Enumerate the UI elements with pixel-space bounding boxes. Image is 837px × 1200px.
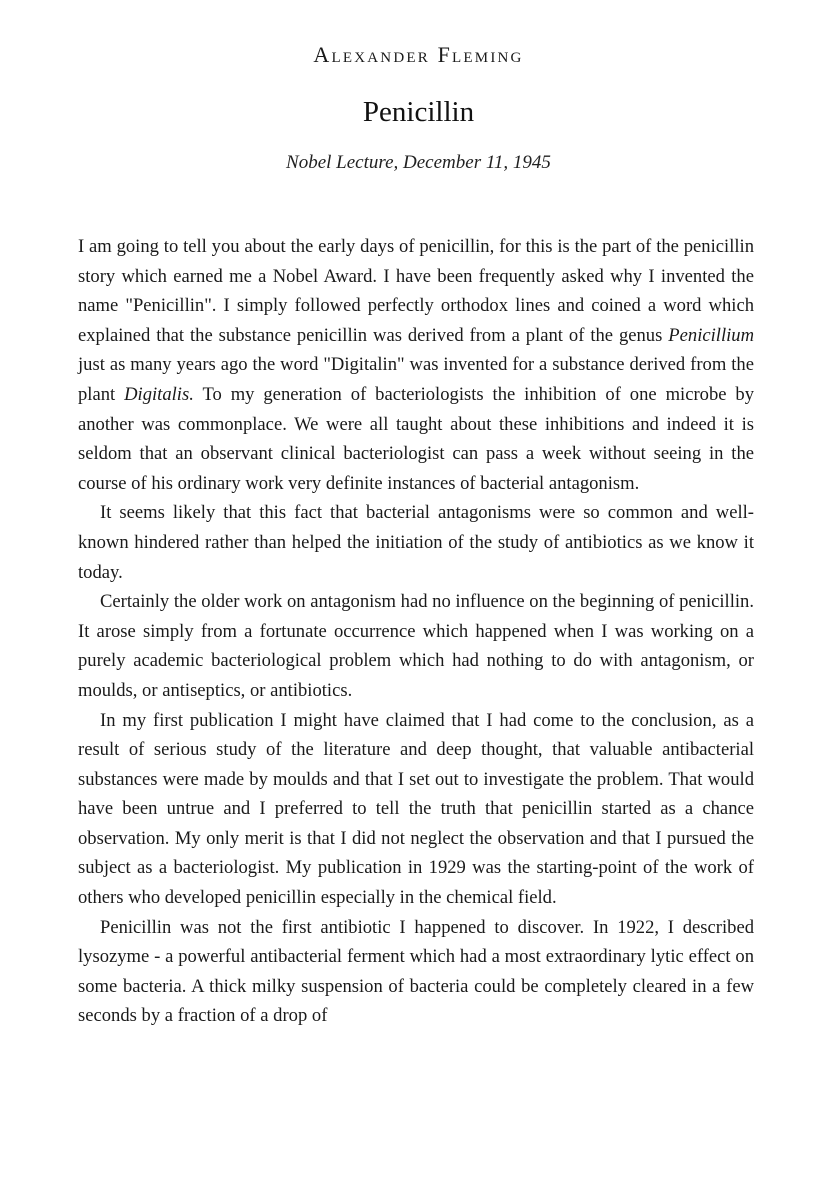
paragraph-1-part-2: just as many years ago the word "Digitalin" was invented for a substance derived from the plant: [78, 354, 754, 405]
paragraph-1-part-1: I am going to tell you about the early days of penicillin, for this is the part of the penicillin story which earned me a Nobel Award. I have been frequently asked why I invented the name "Penicillin". I simply followed perfectly orthodox lines and coined a word which explained that the substance penicillin was derived from a plant of the genus: [78, 236, 754, 346]
genus-penicillium: Penicillium: [668, 324, 754, 346]
paragraph-1: [78, 232, 754, 498]
paragraph-3: Certainly the older work on antagonism had no influence on the beginning of penicillin. It arose simply from a fortunate occurrence which happened when I was working on a purely academic bacteriological problem which had nothing to do with antagonism, or moulds, or antiseptics, or antibiotics.: [78, 591, 754, 701]
plant-digitalis: Digitalis.: [124, 383, 194, 405]
paragraph-5: Penicillin was not the first antibiotic I happened to discover. In 1922, I described lysozyme - a powerful antibacterial ferment which had a most extraordinary lytic effect on some bacteria. A thick milky suspension of bacteria could be completely cleared in a few seconds by a fraction of a drop of: [78, 916, 754, 1027]
body-text: [78, 232, 754, 1031]
page-title: Penicillin: [362, 96, 475, 128]
paragraph-4: In my first publication I might have claimed that I had come to the conclusion, as a result of serious study of the literature and deep thought, that valuable antibacterial substances were made by moulds and that I set out to investigate the problem. That would have been untrue and I preferred to tell the truth that penicillin started as a chance observation. My only merit is that I did not neglect the observation and that I pursued the subject as a bacteriologist. My publication in 1929 was the starting-point of the work of others who developed penicillin especially in the chemical field.: [78, 709, 754, 909]
paragraph-1-part-3: To my generation of bacteriologists the inhibition of one microbe by another was commonplace. We were all taught about these inhibitions and indeed it is seldom that an observant clinical bacteriologist can pass a week without seeing in the course of his ordinary work very definite instances of bacterial antagonism.: [78, 383, 754, 494]
paragraph-2: It seems likely that this fact that bacterial antagonisms were so common and well-known hindered rather than helped the initiation of the study of antibiotics as we know it today.: [78, 502, 754, 583]
running-head: Alexander Fleming: [313, 42, 524, 67]
lecture-subtitle: Nobel Lecture, December 11, 1945: [286, 152, 551, 173]
